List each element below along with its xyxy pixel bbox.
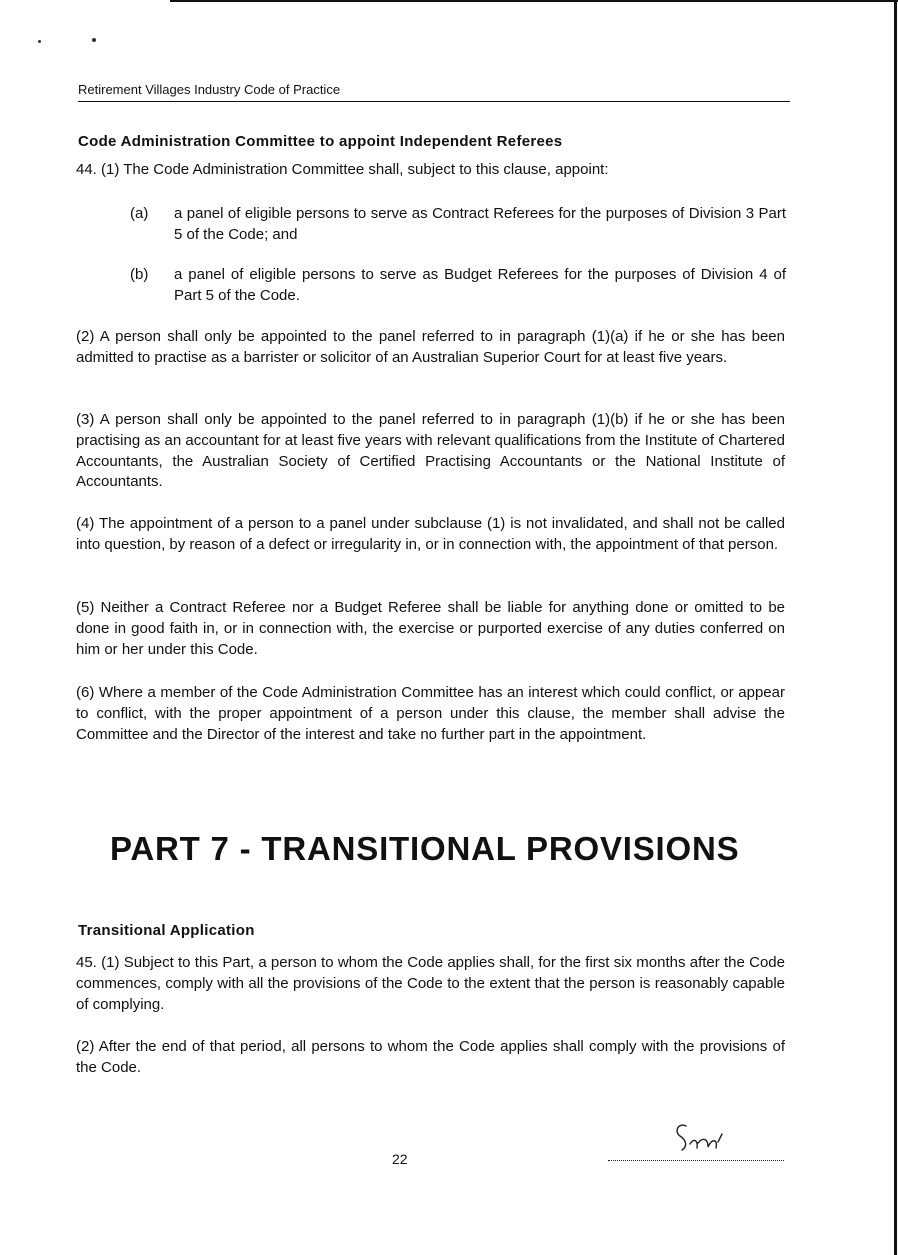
- sub-item-text: a panel of eligible persons to serve as Budget Referees for the purposes of Division 4 of Part 5 of the Code.: [174, 266, 786, 304]
- clause-heading-45: Transitional Application: [78, 922, 255, 939]
- sub-item-b: [130, 265, 786, 307]
- initials-signature: [672, 1116, 732, 1156]
- paragraph-44-6: (6) Where a member of the Code Administration Committee has an interest which could conflict, or appear to conflict, with the proper appointment of a person under this clause, the member shall advise the Committee and the Director of the interest and take no further part in the appointment.: [76, 684, 785, 743]
- sub-item-marker: (b): [130, 266, 149, 283]
- page-number: 22: [392, 1151, 408, 1167]
- signature-line: [608, 1160, 784, 1161]
- clause-heading-44: Code Administration Committee to appoint Independent Referees: [78, 133, 563, 150]
- clause-44-intro: 44. (1) The Code Administration Committee shall, subject to this clause, appoint:: [76, 161, 609, 178]
- paragraph-45-1: 45. (1) Subject to this Part, a person to whom the Code applies shall, for the first six months after the Code commences, comply with all the provisions of the Code to the extent that the person is reasonably capable of complying.: [76, 954, 785, 1013]
- part-title: PART 7 - TRANSITIONAL PROVISIONS: [110, 830, 740, 867]
- paragraph-44-4: (4) The appointment of a person to a panel under subclause (1) is not invalidated, and shall not be called into question, by reason of a defect or irregularity in, or in connection with, the appointment of that person.: [76, 515, 785, 553]
- paragraph-44-3: (3) A person shall only be appointed to the panel referred to in paragraph (1)(b) if he or she has been practising as an accountant for at least five years with relevant qualifications from the Institute of Chartered Accountants, the Australian Society of Certified Practising Accountants or the National Institute of Accountants.: [76, 411, 785, 491]
- scan-speck: [92, 38, 96, 42]
- sub-item-marker: (a): [130, 205, 149, 222]
- paragraph-44-5: (5) Neither a Contract Referee nor a Budget Referee shall be liable for anything done or omitted to be done in good faith in, or in connection with, the exercise or purported exercise of any duties conferred on him or her under this Code.: [76, 599, 785, 658]
- scan-speck: [38, 40, 41, 43]
- scan-border-right: [894, 0, 897, 1255]
- sub-item-a: [130, 204, 786, 246]
- paragraph-44-2: (2) A person shall only be appointed to the panel referred to in paragraph (1)(a) if he or she has been admitted to practise as a barrister or solicitor of an Australian Superior Court for at least five years.: [76, 328, 785, 366]
- running-header: Retirement Villages Industry Code of Practice: [78, 82, 790, 102]
- sub-item-text: a panel of eligible persons to serve as Contract Referees for the purposes of Division 3 Part 5 of the Code; and: [174, 205, 786, 243]
- paragraph-45-2: (2) After the end of that period, all persons to whom the Code applies shall comply with the provisions of the Code.: [76, 1038, 785, 1076]
- scan-border-top: [170, 0, 898, 2]
